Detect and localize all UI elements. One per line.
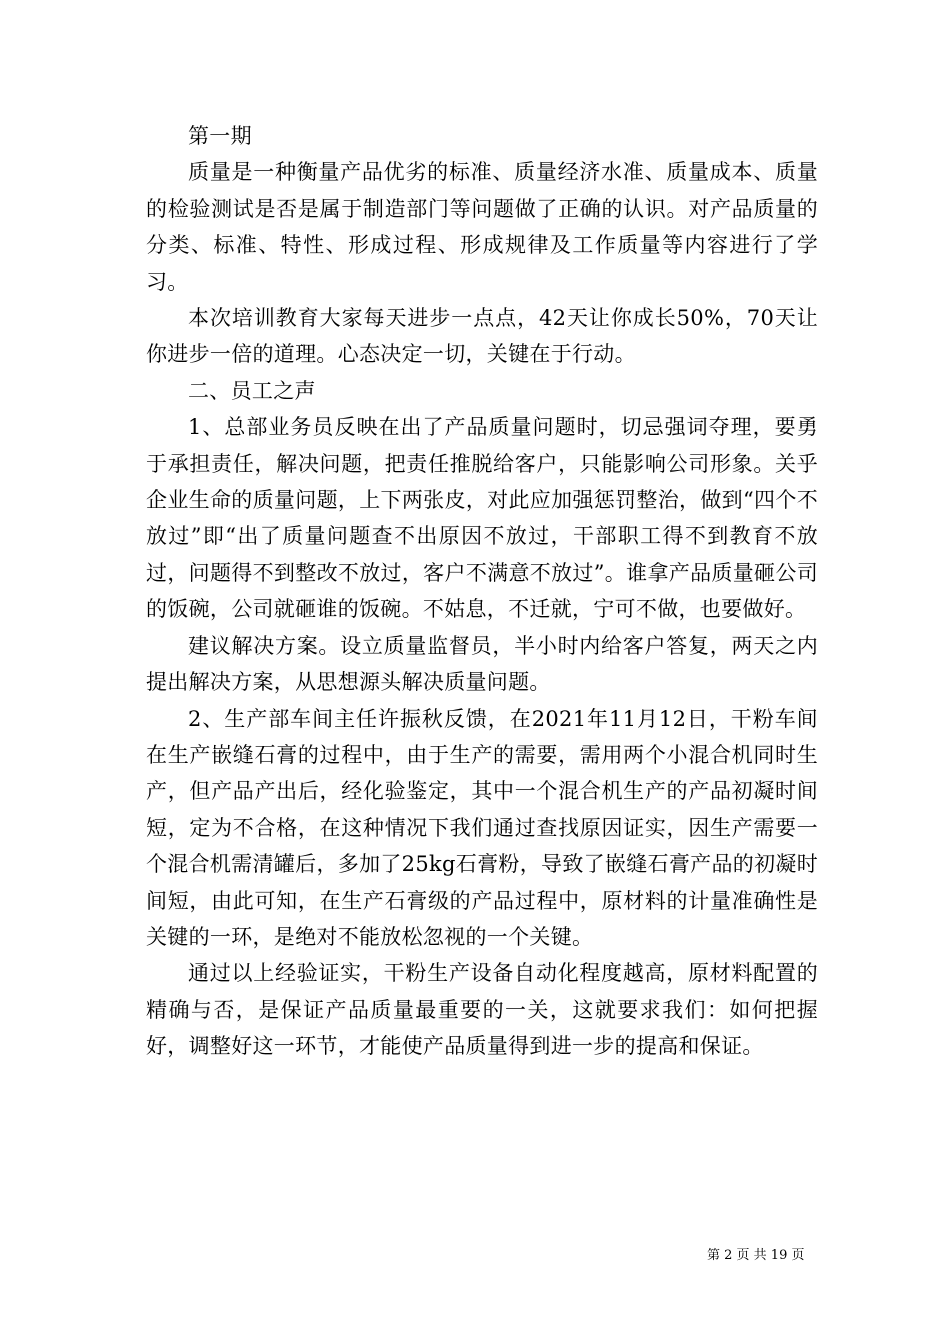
paragraph-quality-definition: 质量是一种衡量产品优劣的标准、质量经济水准、质量成本、质量的检验测试是否是属于制造部门等问题做了正确的认识。对产品质量的分类、标准、特性、形成过程、形成规律及工作质量等内容进行了学习。 [146,160,818,294]
paragraph-section-title: 第一期 [188,124,252,148]
paragraph-conclusion: 通过以上经验证实，干粉生产设备自动化程度越高，原材料配置的精确与否，是保证产品质量最重要的一关，这就要求我们：如何把握好，调整好这一环节，才能使产品质量得到进一步的提高和保证。 [146,961,818,1059]
paragraph-feedback-1: 1、总部业务员反映在出了产品质量问题时，切忌强词夺理，要勇于承担责任，解决问题，把责任推脱给客户，只能影响公司形象。关乎企业生命的质量问题，上下两张皮，对此应加强惩罚整治，做到“四个不放过”即“出了质量问题查不出原因不放过，干部职工得不到教育不放过，问题得不到整改不放过，客户不满意不放过”。谁拿产品质量砸公司的饭碗，公司就砸谁的饭碗。不姑息，不迁就，宁可不做，也要做好。 [146,415,818,622]
document-body [146,118,818,1065]
page-number-footer: 第 2 页 共 19 页 [707,1248,805,1263]
paragraph-employee-voice-heading: 二、员工之声 [188,378,316,403]
paragraph-feedback-2: 2、生产部车间主任许振秋反馈，在2021年11月12日，干粉车间在生产嵌缝石膏的过程中，由于生产的需要，需用两个小混合机同时生产，但产品产出后，经化验鉴定，其中一个混合机生产的产品初凝时间短，定为不合格，在这种情况下我们通过查找原因证实，因生产需要一个混合机需清罐后，多加了25kg石膏粉，导致了嵌缝石膏产品的初凝时间短，由此可知，在生产石膏级的产品过程中，原材料的计量准确性是关键的一环，是绝对不能放松忽视的一个关键。 [146,706,818,949]
paragraph-training-summary: 本次培训教育大家每天进步一点点，42天让你成长50%，70天让你进步一倍的道理。心态决定一切，关键在于行动。 [146,306,818,367]
paragraph-proposed-solution: 建议解决方案。设立质量监督员，半小时内给客户答复，两天之内提出解决方案，从思想源头解决质量问题。 [146,633,818,695]
